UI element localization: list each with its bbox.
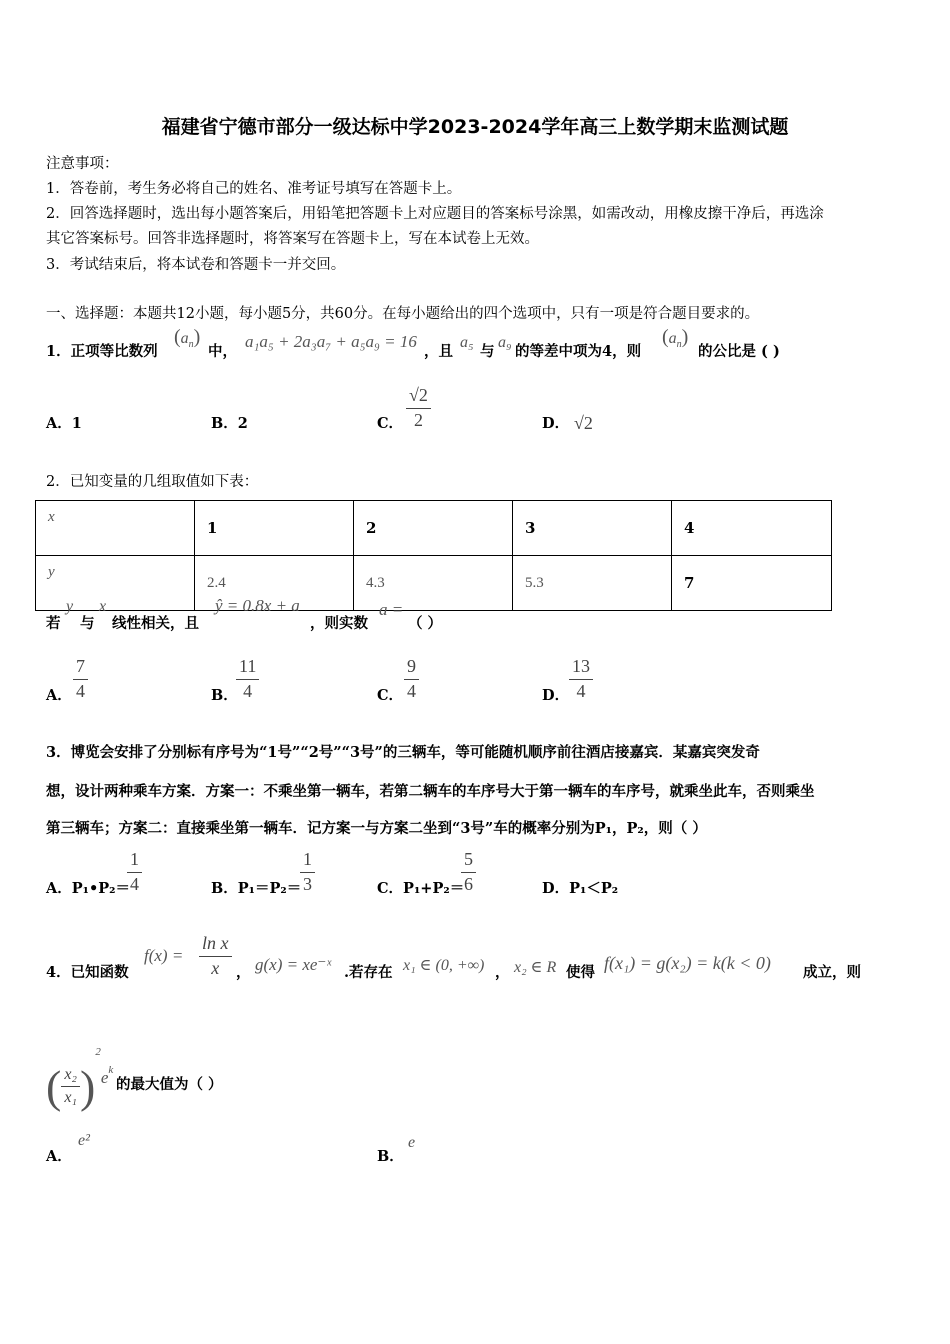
q2-regression-eq: ŷ = 0.8x + a [215,596,300,615]
q4-g-eq: g(x) = xe⁻ˣ [255,955,332,974]
q2-data-table [35,500,832,611]
q1-a9: a₉ [498,334,512,351]
q1-text-4: 与 [480,343,495,360]
q3-option-b-label[interactable]: B．P₁＝P₂＝ [211,880,302,897]
q2-option-d-label[interactable]: D． [542,687,570,704]
q4-f-fraction: $\frac{\text{ln x}}{x}$ [199,934,232,979]
q3-option-c-fraction: $\frac{5}{6}$ [461,850,476,895]
notice-item-2-line-2: 其它答案标号。回答非选择题时，将答案写在答题卡上，写在本试卷上无效。 [46,231,539,247]
q2-option-c-fraction: $\frac{9}{4}$ [404,657,419,702]
q4-expression: ( $\frac{\text{x₂}}{\text{x₁}}$ )$^2e^k$ [46,1046,114,1112]
q2-var-x: x [99,598,107,615]
notice-heading: 注意事项： [46,156,119,172]
table-row [36,501,832,556]
table-cell: 2.4 [195,556,354,611]
q3-option-c-label[interactable]: C．P₁+P₂＝ [377,880,465,897]
q2-cond-5: （ ） [408,615,443,632]
q1-sequence-an: $(a_n)$ [174,326,201,351]
q1-option-a[interactable]: A．1 [46,415,82,432]
q4-text-1: 4．已知函数 [46,964,129,981]
q1-a5: a₅ [460,334,474,351]
q1-text-3: ，且 [424,343,453,360]
q1-text-1: 1．正项等比数列 [46,343,158,360]
q1-option-b[interactable]: B．2 [211,415,248,432]
table-cell: 4.3 [354,556,513,611]
q2-cond-3: 线性相关，且 [112,615,199,632]
q3-line-1: 3．博览会安排了分别标有序号为“1号”“2号”“3号”的三辆车，等可能随机顺序前往酒店接嘉宾．某嘉宾突发奇 [46,744,760,761]
q2-var-y: y [66,598,74,615]
table-row [36,556,832,611]
q4-text-6: 成立，则 [803,964,861,981]
q4-x2-domain: x₂ ∈ R [514,959,557,976]
q2-option-d-fraction: $\frac{13}{4}$ [569,657,593,702]
q3-option-a-fraction: $\frac{1}{4}$ [127,850,142,895]
table-cell-x-label: x [36,501,195,556]
table-cell-y-label: y [36,556,195,611]
q1-text-2: 中， [208,343,237,360]
table-cell: 3 [513,501,672,556]
q4-option-b-value: e [408,1134,416,1151]
q3-option-a-label[interactable]: A．P₁•P₂＝ [46,880,131,897]
table-cell: 7 [672,556,832,611]
q3-line-3: 第三辆车；方案二：直接乘坐第一辆车．记方案一与方案二坐到“3号”车的概率分别为P₁，P₂，则（ ） [46,820,707,837]
q1-option-d-label[interactable]: D． [542,415,570,432]
q4-text-5: 使得 [566,964,595,981]
q2-cond-2: 与 [80,615,95,632]
q2-stem: 2．已知变量的几组取值如下表： [46,474,259,490]
q2-cond-1: 若 [46,615,61,632]
q3-option-b-fraction: $\frac{1}{3}$ [300,850,315,895]
table-cell: 4 [672,501,832,556]
q4-option-b-label[interactable]: B． [377,1148,404,1165]
notice-item-1: 1．答卷前，考生务必将自己的姓名、准考证号填写在答题卡上。 [46,181,462,197]
q1-option-d-value: √2 [574,413,593,433]
page-title: 福建省宁德市部分一级达标中学2023-2024学年高三上数学期末监测试题 [161,116,789,138]
q4-condition-eq: f(x₁) = g(x₂) = k(k < 0) [604,953,771,973]
q2-option-a-label[interactable]: A． [46,687,72,704]
q2-a-eq: a = [379,600,404,619]
q2-option-b-label[interactable]: B． [211,687,238,704]
q1-equation: a₁a₅ + 2a₃a₇ + a₅a₉ = 16 [245,332,417,351]
q2-option-c-label[interactable]: C． [377,687,404,704]
q1-text-5: 的等差中项为4，则 [515,343,642,360]
table-cell: 1 [195,501,354,556]
q3-line-2: 想，设计两种乘车方案．方案一：不乘坐第一辆车，若第二辆车的车序号大于第一辆车的车序号，就乘坐此车，否则乘坐 [46,783,815,800]
q4-f-lhs: f(x) = [144,946,184,965]
q1-option-c-fraction: $\frac{√2}{2}$ [406,386,431,431]
q1-text-6: 的公比是 ( ) [698,343,780,360]
q4-x1-domain: x₁ ∈ (0, +∞) [403,957,485,974]
q4-text-7: 的最大值为（ ） [116,1076,223,1093]
notice-item-2-line-1: 2．回答选择题时，选出每小题答案后，用铅笔把答题卡上对应题目的答案标号涂黑，如需改动，用橡皮擦干净后，再选涂 [46,206,824,222]
q4-option-a-label[interactable]: A． [46,1148,72,1165]
q2-option-a-fraction: $\frac{7}{4}$ [73,657,88,702]
table-cell: 2 [354,501,513,556]
q2-cond-4: ，则实数 [310,615,368,632]
notice-item-3: 3．考试结束后，将本试卷和答题卡一并交回。 [46,257,346,273]
section-heading: 一、选择题：本题共12小题，每小题5分，共60分。在每小题给出的四个选项中，只有一项是符合题目要求的。 [46,306,760,322]
table-cell: 5.3 [513,556,672,611]
q2-option-b-fraction: $\frac{11}{4}$ [236,657,259,702]
q4-text-3: .若存在 [344,964,393,981]
q4-text-4: ， [495,964,510,981]
q4-option-a-value: e² [78,1132,90,1149]
q3-option-d[interactable]: D．P₁＜P₂ [542,880,619,897]
q1-option-c-label[interactable]: C． [377,415,404,432]
q4-text-2: ， [236,964,251,981]
q1-sequence-an-2: $(a_n)$ [662,326,689,351]
